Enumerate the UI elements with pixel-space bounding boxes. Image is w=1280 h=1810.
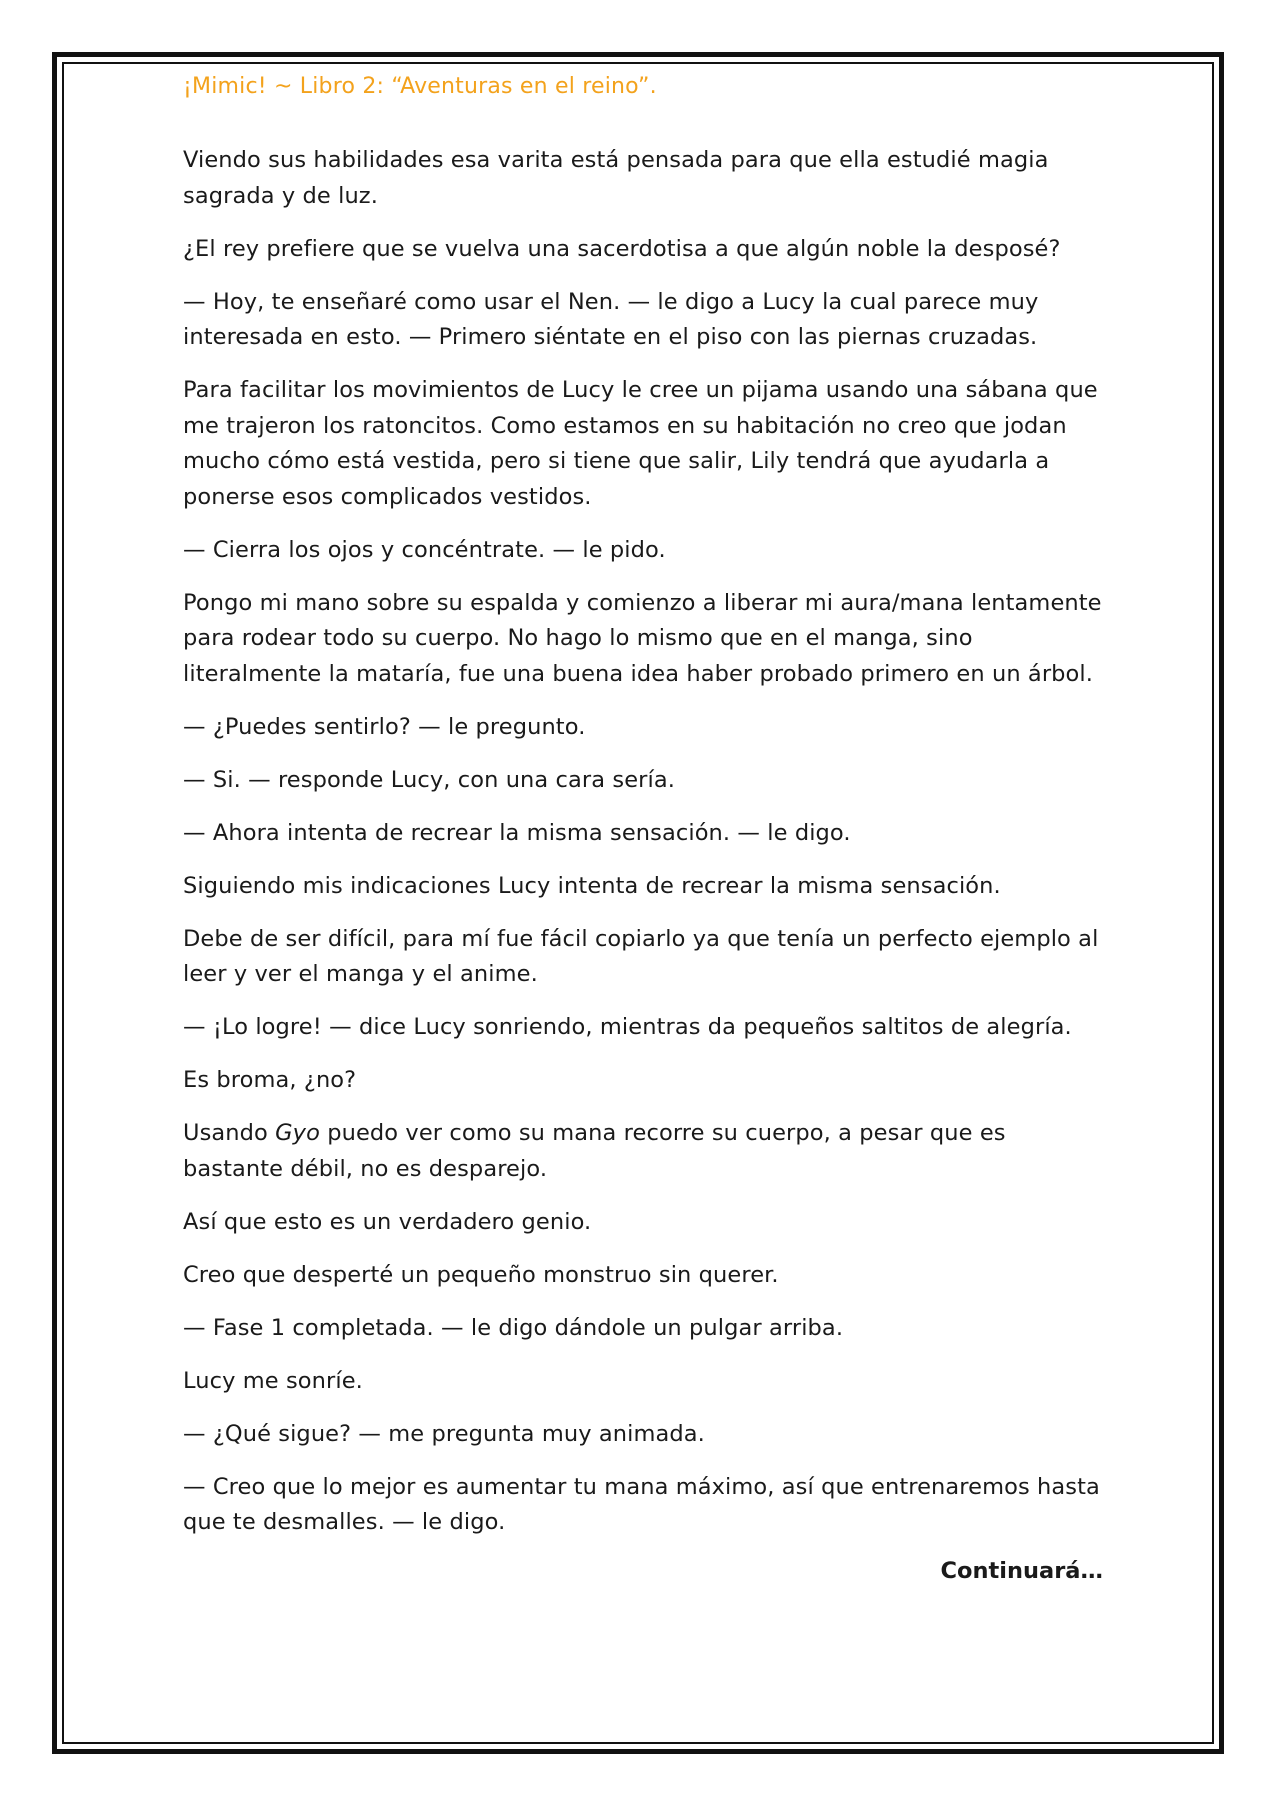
- paragraph-18: Lucy me sonríe.: [183, 1367, 363, 1394]
- paragraph-7: — ¿Puedes sentirlo? — le pregunto.: [183, 713, 586, 740]
- paragraph-10: Siguiendo mis indicaciones Lucy intenta de recrear la misma sensación.: [183, 872, 1001, 899]
- paragraph-5: — Cierra los ojos y concéntrate. — le pido.: [183, 536, 666, 563]
- paragraph-19: — ¿Qué sigue? — me pregunta muy animada.: [183, 1420, 705, 1447]
- paragraph-8: — Si. — responde Lucy, con una cara sería.: [183, 766, 676, 793]
- paragraph-17: — Fase 1 completada. — le digo dándole un pulgar arriba.: [183, 1314, 844, 1341]
- paragraph-4: Para facilitar los movimientos de Lucy le cree un pijama usando una sábana que me trajeron los ratoncitos. Como estamos en su habitación no creo que jodan mucho cómo está vestida, pero si tiene que salir, Lily tendrá que ayudarla a ponerse esos complicados vestidos.: [183, 377, 1098, 510]
- paragraph-1: Viendo sus habilidades esa varita está pensada para que ella estudié magia sagrada y de luz.: [183, 147, 1049, 209]
- paragraph-20: — Creo que lo mejor es aumentar tu mana máximo, así que entrenaremos hasta que te desmalles. — le digo.: [183, 1473, 1100, 1535]
- paragraph-2: ¿El rey prefiere que se vuelva una sacerdotisa a que algún noble la desposé?: [183, 235, 1061, 262]
- paragraph-gyo: [183, 1116, 1103, 1187]
- gyo-term: Gyo: [275, 1120, 320, 1146]
- gyo-text-after: puedo ver como su mana recorre su cuerpo, a pesar que es bastante débil, no es desparejo.: [183, 1120, 1006, 1182]
- paragraph-16: Creo que desperté un pequeño monstruo sin querer.: [183, 1261, 779, 1288]
- paragraph-15: Así que esto es un verdadero genio.: [183, 1208, 592, 1235]
- book-header-title: ¡Mimic! ~ Libro 2: “Aventuras en el reino”.: [183, 74, 657, 99]
- paragraph-13: Es broma, ¿no?: [183, 1067, 357, 1093]
- paragraph-6: Pongo mi mano sobre su espalda y comienzo a liberar mi aura/mana lentamente para rodear todo su cuerpo. No hago lo mismo que en el manga, sino literalmente la mataría, fue una buena idea haber probado primero en un árbol.: [183, 589, 1102, 687]
- paragraph-9: — Ahora intenta de recrear la misma sensación. — le digo.: [183, 819, 851, 846]
- paragraph-12: — ¡Lo logre! — dice Lucy sonriendo, mientras da pequeños saltitos de alegría.: [183, 1014, 1072, 1040]
- page-content: [183, 74, 1103, 1584]
- paragraph-11: Debe de ser difícil, para mí fue fácil copiarlo ya que tenía un perfecto ejemplo al leer y ver el manga y el anime.: [183, 925, 1099, 987]
- gyo-text-before: Usando: [183, 1120, 276, 1146]
- continues-label: Continuará…: [940, 1558, 1103, 1584]
- paragraph-3: — Hoy, te enseñaré como usar el Nen. — le digo a Lucy la cual parece muy interesada en esto. — Primero siéntate en el piso con las piernas cruzadas.: [183, 288, 1039, 350]
